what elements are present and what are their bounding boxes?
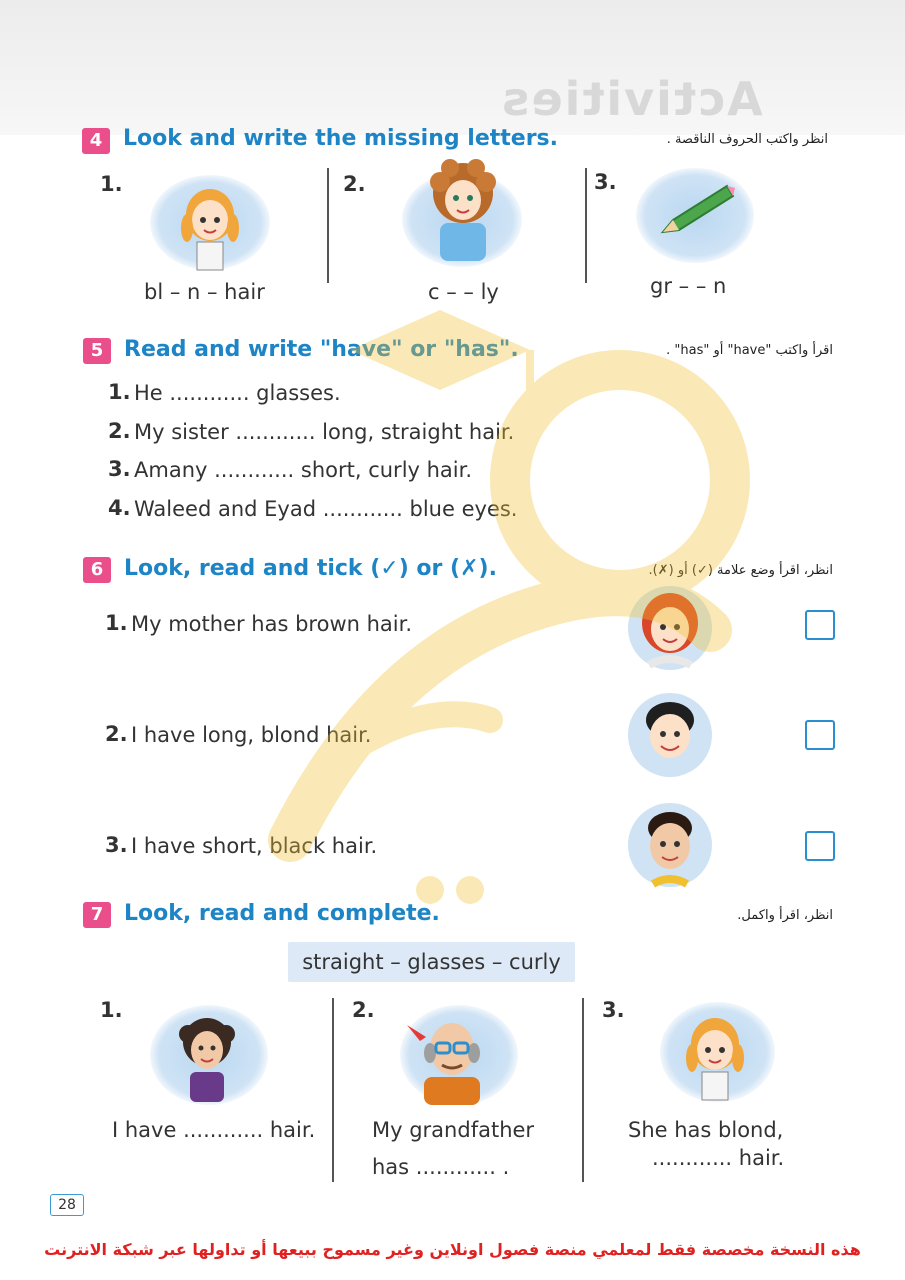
section-6-arabic: انظر، اقرأ وضع علامة (✓) أو (✗). — [648, 563, 833, 578]
s4-item-2-number: 2. — [343, 172, 366, 196]
s6-item-2-tickbox[interactable] — [805, 720, 835, 750]
green-pencil-picture — [655, 180, 735, 240]
s7-item-2-line1: My grandfather — [372, 1118, 535, 1142]
section-6-number: 6 — [83, 557, 111, 583]
s4-item-2-text: c – – ly — [428, 280, 499, 304]
s5-item-2-text: My sister ............ long, straight hair. — [134, 420, 515, 444]
header-band — [0, 0, 905, 135]
s4-item-3-text: gr – – n — [650, 274, 727, 298]
s4-divider-1 — [327, 168, 329, 283]
grandfather-with-glasses-picture — [402, 1015, 492, 1107]
s5-item-3-text: Amany ............ short, curly hair. — [134, 458, 473, 482]
section-5-arabic: اقرأ واكتب "have" أو "has" . — [666, 343, 833, 358]
girl-with-curly-hair-picture — [420, 158, 506, 268]
s7-item-1-line1: I have ............ hair. — [112, 1118, 316, 1142]
s7-item-3-line1: She has blond, — [628, 1118, 784, 1142]
girl-with-blond-pigtails-picture — [175, 180, 245, 272]
s6-item-2-text: I have long, blond hair. — [131, 723, 372, 747]
s6-item-3-text: I have short, black hair. — [131, 834, 378, 858]
section-7-arabic: انظر، اقرأ واكمل. — [737, 908, 833, 923]
section-4-arabic: انظر واكتب الحروف الناقصة . — [666, 132, 828, 147]
section-5-number: 5 — [83, 338, 111, 364]
section-4-number: 4 — [82, 128, 110, 154]
s7-item-3-number: 3. — [602, 998, 625, 1022]
section-5-title: Read and write "have" or "has". — [124, 337, 519, 362]
s4-divider-2 — [585, 168, 587, 283]
s7-divider-2 — [582, 998, 584, 1182]
woman-with-red-hair-picture — [625, 583, 715, 673]
section-6-title: Look, read and tick (✓) or (✗). — [124, 556, 497, 581]
s4-item-1-number: 1. — [100, 172, 123, 196]
s5-item-3-number: 3. — [108, 457, 131, 481]
s6-item-1-number: 1. — [105, 611, 128, 635]
s5-item-4-text: Waleed and Eyad ............ blue eyes. — [134, 497, 518, 521]
boy-with-black-hair-picture — [625, 690, 715, 780]
s4-item-3-number: 3. — [594, 170, 617, 194]
s7-divider-1 — [332, 998, 334, 1182]
header-ghost-title: Activities — [500, 72, 763, 126]
s4-item-1-text: bl – n – hair — [144, 280, 265, 304]
page-number: 28 — [50, 1194, 84, 1216]
s6-item-3-number: 3. — [105, 833, 128, 857]
s5-item-2-number: 2. — [108, 419, 131, 443]
s7-item-1-number: 1. — [100, 998, 123, 1022]
section-4-title: Look and write the missing letters. — [123, 126, 559, 151]
word-box: straight – glasses – curly — [288, 942, 575, 982]
girl-with-blond-hair-picture — [680, 1010, 750, 1102]
girl-with-dark-curly-hair-picture — [170, 1012, 245, 1107]
s7-item-2-line2: has ............ . — [372, 1155, 510, 1179]
s7-item-3-line2: ............ hair. — [652, 1146, 785, 1170]
section-7-title: Look, read and complete. — [124, 901, 440, 926]
section-7-number: 7 — [83, 902, 111, 928]
s7-item-2-number: 2. — [352, 998, 375, 1022]
s6-item-1-text: My mother has brown hair. — [131, 612, 412, 636]
s6-item-3-tickbox[interactable] — [805, 831, 835, 861]
boy-with-short-hair-picture — [625, 800, 715, 890]
s5-item-1-number: 1. — [108, 380, 131, 404]
s5-item-1-text: He ............ glasses. — [134, 381, 341, 405]
s6-item-1-tickbox[interactable] — [805, 610, 835, 640]
s5-item-4-number: 4. — [108, 496, 131, 520]
s6-item-2-number: 2. — [105, 722, 128, 746]
footer-copyright-note: هذه النسخة مخصصة فقط لمعلمي منصة فصول اونلاين وغير مسموح ببيعها أو تداولها عبر شبكة الانترنت — [44, 1240, 861, 1259]
